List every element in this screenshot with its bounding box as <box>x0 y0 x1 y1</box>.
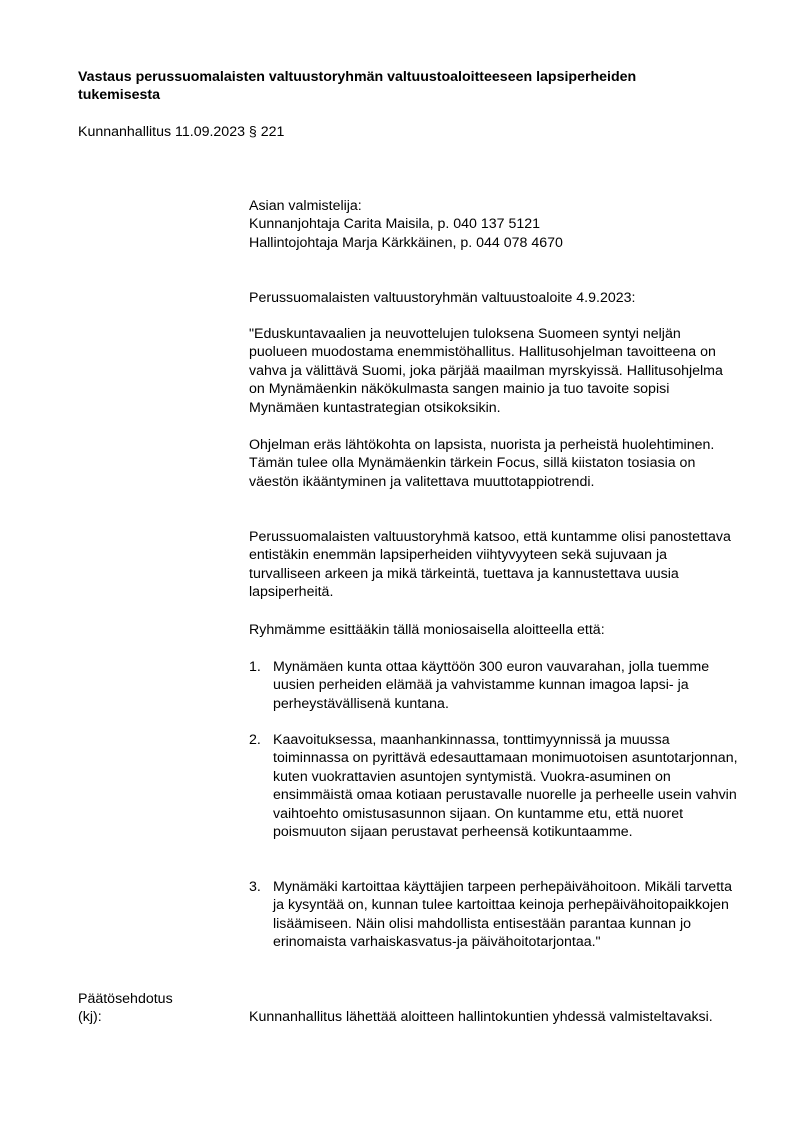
preparers-heading: Asian valmistelija: <box>249 198 362 214</box>
list-item-number: 2. <box>249 732 261 748</box>
document-title: Vastaus perussuomalaisten valtuustoryhmän valtuustoaloitteeseen lapsiperheiden tukemisesta <box>78 69 637 104</box>
list-item-text: Mynämäki kartoittaa käyttäjien tarpeen perhepäivähoitoon. Mikäli tarvetta ja kysyntää on, kunnan tulee kartoittaa keinoja perhepäivähoitopaikkojen lisäämiseen. Näin olisi mahdollista entisestään parantaa kunnan jo erinomaista varhaiskasvatus-ja päivähoitotarjontaa." <box>273 879 732 951</box>
list-item-number: 1. <box>249 659 261 675</box>
body-paragraph: Perussuomalaisten valtuustoryhmä katsoo, että kuntamme olisi panostettava entistäkin enemmän lapsiperheiden viihtyvyyteen sekä sujuvaan ja turvalliseen arkeen ja mikä tärkeintä, tuettava ja kannustettava uusia lapsiperheitä. <box>249 529 731 601</box>
preparer-line: Hallintojohtaja Marja Kärkkäinen, p. 044 078 4670 <box>249 234 563 251</box>
initiative-heading: Perussuomalaisten valtuustoryhmän valtuustoaloite 4.9.2023: <box>249 290 636 306</box>
meeting-reference: Kunnanhallitus 11.09.2023 § 221 <box>78 124 285 140</box>
decision-text: Kunnanhallitus lähettää aloitteen hallintokuntien yhdessä valmisteltavaksi. <box>249 1009 713 1025</box>
preparer-line: Kunnanjohtaja Carita Maisila, p. 040 137 5121 <box>249 216 541 233</box>
list-item-number: 3. <box>249 879 261 895</box>
preparers-block <box>249 197 739 252</box>
list-item-text: Kaavoituksessa, maanhankinnassa, tonttimyynnissä ja muussa toiminnassa on pyrittävä edesauttamaan monimuotoisen asuntotarjonnan, kuten vuokrattavien asuntojen syntymistä. Vuokra-asuminen on ensimmäistä omaa kotiaan perustavalle nuorelle ja perheelle usein vahvin vaihtoehto omistusasunnon sijaan. On kuntamme etu, että nuoret poismuuton sijaan perustavat perheensä kotikuntaamme. <box>273 732 738 841</box>
body-paragraph: Ryhmämme esittääkin tällä moniosaisella aloitteella että: <box>249 622 605 638</box>
list-item-text: Mynämäen kunta ottaa käyttöön 300 euron vauvarahan, jolla tuemme uusien perheiden elämää ja vahvistamme kunnan imagoa lapsi- ja perheystävällisenä kuntana. <box>273 659 710 712</box>
decision-label <box>78 990 173 1027</box>
decision-label-line: Päätösehdotus <box>78 991 173 1007</box>
body-paragraph: "Eduskuntavaalien ja neuvottelujen tuloksena Suomeen syntyi neljän puolueen muodostama enemmistöhallitus. Hallitusohjelman tavoitteena on vahva ja välittävä Suomi, joka pärjää maailman myrskyissä. Hallitusohjelma on Mynämäenkin näkökulmasta sangen mainio ja tuo tavoite sopisi Mynämäen kuntastrategian otsikoksikin. <box>249 326 723 416</box>
decision-label-line: (kj): <box>78 1009 102 1026</box>
body-paragraph: Ohjelman eräs lähtökohta on lapsista, nuorista ja perheistä huolehtiminen. Tämän tulee olla Mynämäenkin tärkein Focus, sillä kiistaton tosiasia on väestön ikääntyminen ja valitettava muuttotappiotrendi. <box>249 437 715 490</box>
